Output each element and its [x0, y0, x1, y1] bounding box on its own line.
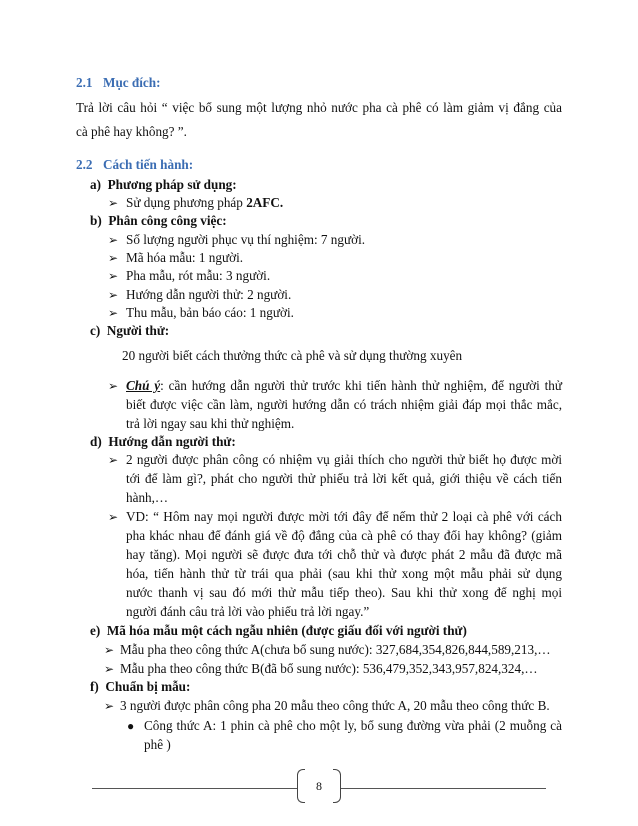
subsection-d-heading — [90, 434, 236, 450]
subsection-title: Chuẩn bị mẫu: — [105, 679, 191, 694]
arrow-bullet-icon: ➢ — [108, 379, 119, 393]
arrow-bullet-icon: ➢ — [108, 196, 119, 210]
note-text: : cần hướng dẫn người thử trước khi tiến hành thử nghiệm, để người thử — [160, 378, 562, 393]
coding-item: Mẫu pha theo công thức B(đã bổ sung nước): 536,479,352,343,957,824,324,… — [120, 661, 538, 676]
task-item: Hướng dẫn người thử: 2 người. — [126, 287, 292, 302]
arrow-bullet-icon: ➢ — [108, 251, 119, 265]
task-item: Số lượng người phục vụ thí nghiệm: 7 người. — [126, 232, 366, 247]
arrow-bullet-icon: ➢ — [108, 269, 119, 283]
subsection-title: Phân công công việc: — [108, 213, 227, 228]
guide-item-2-line-4: hóa, tiến hành thử từ trái qua phải (sau khi thử xong một mẫu phải sử dụng — [126, 566, 562, 581]
prep-item: 3 người được phân công pha 20 mẫu theo công thức A, 20 mẫu theo công thức B. — [120, 698, 550, 713]
method-name: 2AFC. — [246, 195, 284, 210]
guide-item-2-line-6: người đánh câu trả lời vào phiếu trả lời ngay.” — [126, 604, 370, 619]
task-item: Thu mẫu, bản báo cáo: 1 người. — [126, 305, 294, 320]
subsection-title: Hướng dẫn người thử: — [108, 434, 236, 449]
arrow-bullet-icon: ➢ — [108, 233, 119, 247]
list-label: f) — [90, 679, 99, 694]
recipe-a-line-2: phê ) — [144, 737, 171, 752]
note-line-2: biết được việc cần làm, người hướng dẫn có trách nhiệm giải đáp mọi thắc mắc, — [126, 397, 562, 412]
page-number-box — [297, 769, 341, 803]
arrow-bullet-icon: ➢ — [108, 453, 119, 467]
subsection-e-heading — [90, 623, 467, 639]
note-line-1 — [126, 378, 562, 394]
purpose-line-1: Trả lời câu hỏi “ việc bổ sung một lượng nhỏ nước pha cà phê có làm giảm vị đắng của — [76, 100, 562, 115]
guide-item-2-line-5: nước thanh vị sau đó mới thử mẫu tiếp theo). Sau khi thử xong để nghị mọi — [126, 585, 562, 600]
page-number: 8 — [316, 779, 322, 793]
arrow-bullet-icon: ➢ — [108, 288, 119, 302]
purpose-line-2: cà phê hay không? ”. — [76, 124, 187, 139]
arrow-bullet-icon: ➢ — [104, 643, 115, 657]
subsection-c-heading — [90, 323, 169, 339]
coding-item: Mẫu pha theo công thức A(chưa bổ sung nước): 327,684,354,826,844,589,213,… — [120, 642, 551, 657]
arrow-bullet-icon: ➢ — [104, 699, 115, 713]
guide-item-2-line-1: VD: “ Hôm nay mọi người được mời tới đây để nếm thử 2 loại cà phê với cách — [126, 509, 562, 524]
method-text: Sử dụng phương pháp — [126, 195, 247, 210]
note-label: Chú ý — [126, 378, 161, 393]
list-label: e) — [90, 623, 101, 638]
list-label: d) — [90, 434, 102, 449]
arrow-bullet-icon: ➢ — [108, 306, 119, 320]
section-number: 2.1 — [76, 75, 93, 90]
guide-item-1-line-2: tới để làm gì?, phát cho người thử phiếu trả lời kết quả, giới thiệu về cách tiến — [126, 471, 562, 486]
guide-item-2-line-3: hay tăng). Mọi người sẽ được đưa tới chỗ thử và được phát 2 mẫu đã được mã — [126, 547, 562, 562]
arrow-bullet-icon: ➢ — [104, 662, 115, 676]
guide-item-2-line-2: pha khác nhau để đánh giá về độ đắng của cà phê có thay đổi hay không? (giảm — [126, 528, 562, 543]
subsection-f-heading — [90, 679, 190, 695]
section-2-2-heading — [76, 157, 193, 173]
dot-bullet-icon: ● — [127, 719, 135, 733]
list-label: b) — [90, 213, 102, 228]
task-item: Mã hóa mẫu: 1 người. — [126, 250, 244, 265]
section-title: Mục đích: — [103, 75, 161, 90]
list-label: a) — [90, 177, 101, 192]
list-label: c) — [90, 323, 101, 338]
method-item — [126, 195, 283, 211]
arrow-bullet-icon: ➢ — [108, 510, 119, 524]
note-line-3: trả lời ngay sau khi thử nghiệm. — [126, 416, 295, 431]
section-2-1-heading — [76, 75, 161, 91]
subsection-title: Phương pháp sử dụng: — [107, 177, 237, 192]
subsection-b-heading — [90, 213, 227, 229]
participants-text: 20 người biết cách thưởng thức cà phê và sử dụng thường xuyên — [122, 348, 463, 363]
subsection-a-heading — [90, 177, 237, 193]
subsection-title: Người thử: — [106, 323, 170, 338]
recipe-a-line-1: Công thức A: 1 phin cà phê cho một ly, bổ sung đường vừa phải (2 muỗng cà — [144, 718, 562, 733]
guide-item-1-line-3: hành,… — [126, 490, 169, 505]
section-title: Cách tiến hành: — [103, 157, 194, 172]
section-number: 2.2 — [76, 157, 93, 172]
guide-item-1-line-1: 2 người được phân công có nhiệm vụ giải thích cho người thử biết họ được mời — [126, 452, 562, 467]
subsection-title: Mã hóa mẫu một cách ngẫu nhiên (được giấu đối với người thử) — [106, 623, 467, 638]
task-item: Pha mẫu, rót mẫu: 3 người. — [126, 268, 271, 283]
